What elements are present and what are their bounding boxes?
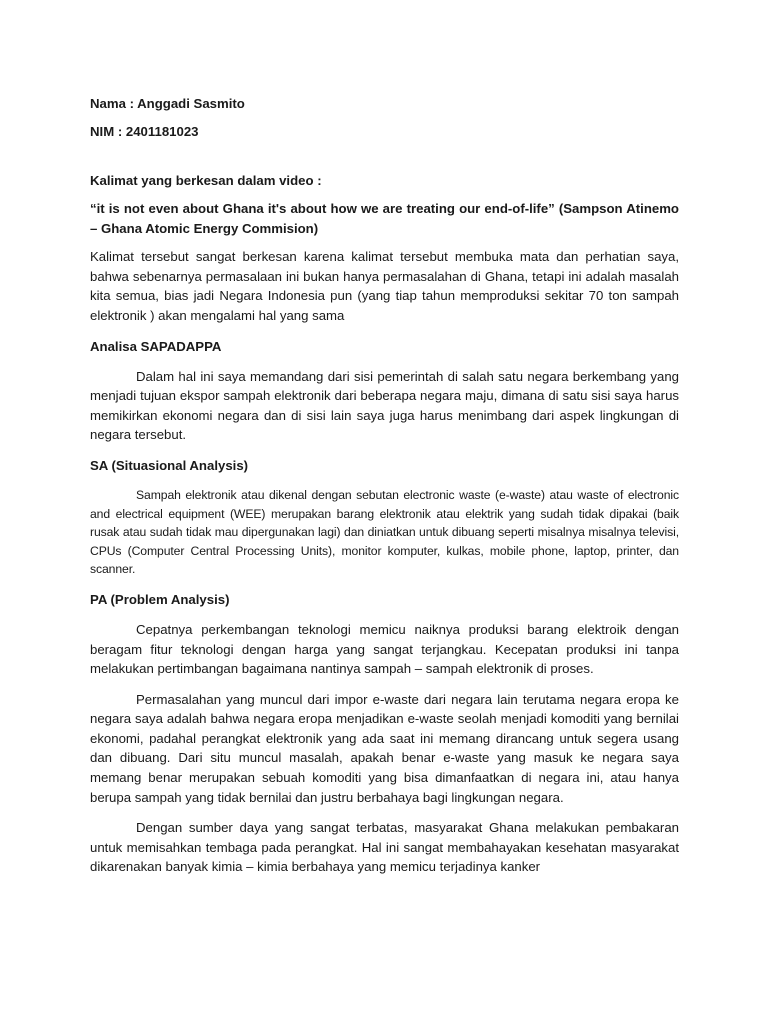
- problem-paragraph: Dengan sumber daya yang sangat terbatas, masyarakat Ghana melakukan pembakaran untuk memisahkan tembaga pada perangkat. Hal ini sangat membahayakan kesehatan masyarakat dikarenakan banyak kimia – kimia berbahaya yang memicu terjadinya kanker: [90, 820, 679, 875]
- problem-paragraph: Permasalahan yang muncul dari impor e-waste dari negara lain terutama negara eropa ke negara saya adalah bahwa negara eropa menjadikan e-waste seolah menjadi komoditi yang bernilai ekonomi, padahal perangkat elektronik yang ada saat ini memang dirancang untuk segera usang dan dibuang. Dari situ muncul masalah, apakah benar e-waste yang masuk ke negara saya memang benar merupakan sebuah komoditi yang bisa dimanfaatkan di negara ini, atau hanya berupa sampah yang tidak bernilai dan justru berbahaya bagi lingkungan negara.: [90, 691, 679, 805]
- student-name: Nama : Anggadi Sasmito: [90, 96, 245, 111]
- problem-heading: PA (Problem Analysis): [90, 591, 230, 607]
- quote-heading: Kalimat yang berkesan dalam video :: [90, 173, 322, 188]
- quote-explanation: Kalimat tersebut sangat berkesan karena kalimat tersebut membuka mata dan perhatian saya, bahwa sebenarnya permasalaan ini bukan hanya permasalahan di Ghana, tetapi ini adalah masalah kita semua, bias jadi Negara Indonesia pun (yang tiap tahun memproduksi sekitar 70 ton sampah elektronik ) akan mengalami hal yang sama: [90, 249, 679, 323]
- analysis-intro: Dalam hal ini saya memandang dari sisi pemerintah di salah satu negara berkembang yang menjadi tujuan ekspor sampah elektronik dari beberapa negara maju, dimana di satu sisi saya harus memikirkan ekonomi negara dan di sisi lain saya juga harus menimbang dari aspek lingkungan di negara tersebut.: [90, 368, 679, 443]
- analysis-heading: Analisa SAPADAPPA: [90, 338, 222, 354]
- student-nim: NIM : 2401181023: [90, 124, 199, 139]
- quote-text: “it is not even about Ghana it's about how we are treating our end-of-life” (Sampson Atinemo – Ghana Atomic Energy Commision): [90, 201, 679, 236]
- problem-paragraph: Cepatnya perkembangan teknologi memicu naiknya produksi barang elektroik dengan beragam fitur teknologi dengan harga yang sangat terjangkau. Kecepatan produksi ini tanpa melakukan pertimbangan bagaimana nantinya sampah – sampah elektronik di proses.: [90, 621, 679, 677]
- document-page: [90, 94, 679, 877]
- situational-heading: SA (Situasional Analysis): [90, 457, 249, 473]
- situational-text: Sampah elektronik atau dikenal dengan sebutan electronic waste (e-waste) atau waste of electronic and electrical equipment (WEE) merupakan barang elektronik atau elektrik yang sudah tidak dipakai (baik rusak atau sudah tidak mau dipergunakan lagi) dan diniatkan untuk dibuang seperti misalnya misalnya televisi, CPUs (Computer Central Processing Units), monitor komputer, kulkas, mobile phone, laptop, printer, dan scanner.: [90, 487, 679, 577]
